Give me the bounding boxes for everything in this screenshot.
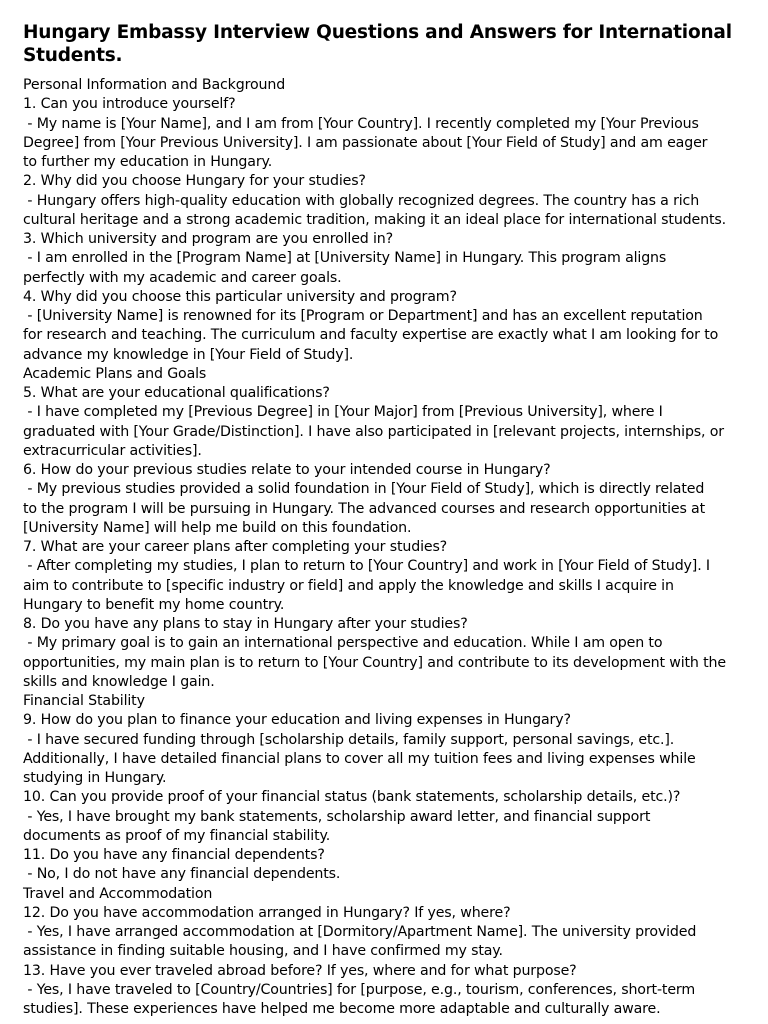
text-line: 11. Do you have any financial dependents? bbox=[23, 847, 325, 863]
text-line: to the program I will be pursuing in Hungary. The advanced courses and research opportunities at bbox=[23, 500, 705, 517]
text-line: Academic Plans and Goals bbox=[23, 365, 207, 382]
text-line: advance my knowledge in [Your Field of Study]. bbox=[23, 346, 354, 363]
text-line: 12. Do you have accommodation arranged in Hungary? If yes, where? bbox=[23, 904, 511, 921]
document-title: Hungary Embassy Interview Questions and Answers for International Students. bbox=[23, 22, 732, 66]
text-line: for research and teaching. The curriculum and faculty expertise are exactly what I am looking for to bbox=[23, 327, 719, 344]
text-line: 7. What are your career plans after completing your studies? bbox=[23, 539, 448, 555]
text-line: Hungary to benefit my home country. bbox=[23, 596, 285, 613]
text-line: Financial Stability bbox=[23, 693, 145, 709]
text-line: 5. What are your educational qualifications? bbox=[23, 385, 330, 401]
text-line: graduated with [Your Grade/Distinction]. I have also participated in [relevant projects, internships, or bbox=[23, 423, 724, 440]
text-line: 9. How do you plan to finance your education and living expenses in Hungary? bbox=[23, 712, 571, 729]
text-line: studies]. These experiences have helped me become more adaptable and culturally aware. bbox=[23, 1001, 661, 1017]
text-line: 6. How do your previous studies relate to your intended course in Hungary? bbox=[23, 462, 551, 478]
text-line: aim to contribute to [specific industry or field] and apply the knowledge and skills I acquire in bbox=[23, 577, 674, 594]
text-line: - I have completed my [Previous Degree] in [Your Major] from [Previous University], where I bbox=[23, 404, 663, 421]
text-line: Personal Information and Background bbox=[23, 77, 286, 93]
text-line: assistance in finding suitable housing, and I have confirmed my stay. bbox=[23, 943, 503, 960]
text-line: 4. Why did you choose this particular university and program? bbox=[23, 288, 457, 305]
text-line: extracurricular activities]. bbox=[23, 442, 202, 459]
text-line: - [University Name] is renowned for its [Program or Department] and has an excellent reputation bbox=[23, 308, 703, 324]
text-line: - Yes, I have arranged accommodation at [Dormitory/Apartment Name]. The university provided bbox=[23, 924, 697, 940]
text-line: - Yes, I have brought my bank statements, scholarship award letter, and financial support bbox=[23, 808, 651, 825]
text-line: Travel and Accommodation bbox=[23, 885, 213, 902]
document-body bbox=[23, 76, 761, 1019]
text-line: - My previous studies provided a solid foundation in [Your Field of Study], which is directly related bbox=[23, 481, 705, 498]
text-line: - Hungary offers high-quality education with globally recognized degrees. The country has a rich bbox=[23, 192, 700, 209]
text-line: - After completing my studies, I plan to return to [Your Country] and work in [Your Field of Study]. I bbox=[23, 558, 710, 575]
text-line: Degree] from [Your Previous University]. I am passionate about [Your Field of Study] and am eager bbox=[23, 134, 708, 151]
text-line: Additionally, I have detailed financial plans to cover all my tuition fees and living expenses while bbox=[23, 750, 696, 767]
text-line: 8. Do you have any plans to stay in Hungary after your studies? bbox=[23, 616, 468, 632]
text-line: - I am enrolled in the [Program Name] at [University Name] in Hungary. This program aligns bbox=[23, 250, 667, 267]
text-line: - I have secured funding through [scholarship details, family support, personal savings, etc.]. bbox=[23, 731, 675, 748]
text-line: 13. Have you ever traveled abroad before? If yes, where and for what purpose? bbox=[23, 962, 577, 979]
text-line: cultural heritage and a strong academic tradition, making it an ideal place for international students. bbox=[23, 211, 726, 228]
text-line: - My name is [Your Name], and I am from [Your Country]. I recently completed my [Your Previous bbox=[23, 115, 699, 132]
text-line: to further my education in Hungary. bbox=[23, 154, 273, 170]
text-line: - Yes, I have traveled to [Country/Countries] for [purpose, e.g., tourism, conferences, short-term bbox=[23, 981, 696, 998]
text-line: 1. Can you introduce yourself? bbox=[23, 96, 236, 113]
text-line: [University Name] will help me build on this foundation. bbox=[23, 519, 412, 536]
text-line: 3. Which university and program are you enrolled in? bbox=[23, 231, 394, 247]
document-page bbox=[23, 21, 761, 1019]
text-line: opportunities, my main plan is to return to [Your Country] and contribute to its development with the bbox=[23, 654, 726, 671]
text-line: studying in Hungary. bbox=[23, 770, 167, 786]
text-line: - My primary goal is to gain an international perspective and education. While I am open to bbox=[23, 635, 663, 652]
text-line: - No, I do not have any financial dependents. bbox=[23, 866, 341, 883]
text-line: documents as proof of my financial stability. bbox=[23, 827, 331, 844]
text-line: perfectly with my academic and career goals. bbox=[23, 269, 342, 286]
text-line: 10. Can you provide proof of your financial status (bank statements, scholarship details, etc.)? bbox=[23, 789, 681, 806]
text-line: skills and knowledge I gain. bbox=[23, 673, 215, 690]
text-line: 2. Why did you choose Hungary for your studies? bbox=[23, 173, 366, 190]
